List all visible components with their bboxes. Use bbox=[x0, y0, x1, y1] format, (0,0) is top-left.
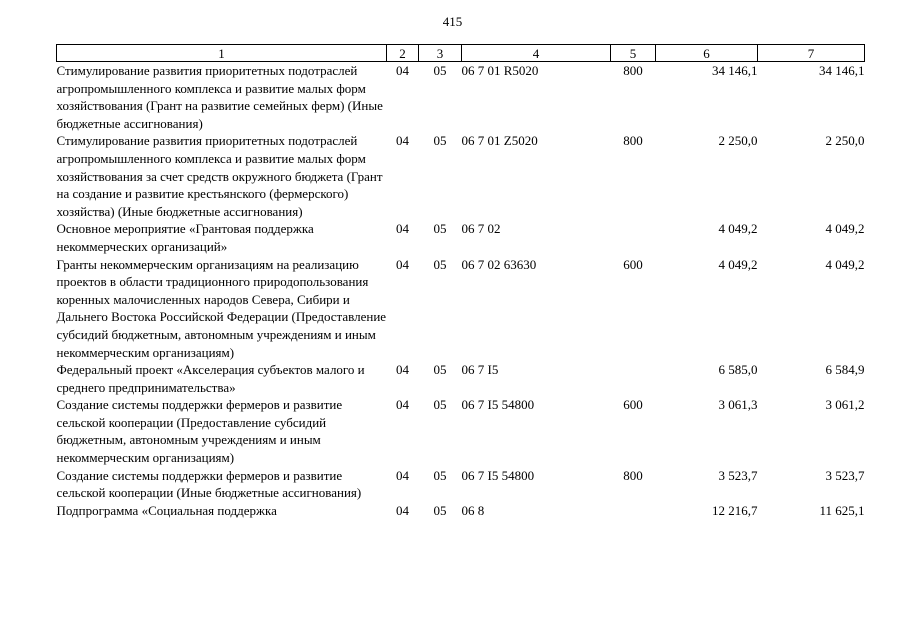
header-col-2: 2 bbox=[387, 45, 419, 62]
row-expense-type: 600 bbox=[623, 256, 643, 272]
row-sum-2: 3 061,2 bbox=[825, 397, 865, 413]
row-expense-type: 600 bbox=[623, 397, 643, 413]
table-row bbox=[57, 396, 865, 466]
table-row bbox=[57, 361, 865, 396]
row-subsection: 05 bbox=[433, 397, 447, 413]
header-col-5: 5 bbox=[611, 45, 656, 62]
table-row bbox=[57, 220, 865, 255]
header-row bbox=[57, 45, 865, 62]
row-sum-2: 6 584,9 bbox=[825, 362, 865, 378]
row-target-code: 06 7 02 63630 bbox=[461, 256, 537, 272]
row-sum-2: 34 146,1 bbox=[819, 63, 865, 78]
row-sum-1: 3 061,3 bbox=[718, 397, 758, 413]
row-sum-1: 12 216,7 bbox=[712, 502, 758, 518]
row-subsection: 05 bbox=[433, 63, 447, 78]
row-target-code: 06 7 I5 bbox=[461, 362, 499, 378]
row-sum-1: 6 585,0 bbox=[718, 362, 758, 378]
table-row bbox=[57, 132, 865, 220]
row-sum-2: 4 049,2 bbox=[825, 256, 865, 272]
row-subsection: 05 bbox=[433, 467, 447, 483]
row-name: Создание системы поддержки фермеров и развитие сельской кооперации (Иные бюджетные ассигнования) bbox=[56, 467, 362, 501]
row-name: Гранты некоммерческим организациям на реализацию проектов в области традиционного природопользования коренных малочисленных народов Севера, Сибири и Дальнего Востока Российской Федерации (Предоставление субсидий бюджетным, автономным учреждениям и иным некоммерческим организациям) bbox=[56, 256, 387, 360]
row-section: 04 bbox=[396, 397, 409, 413]
row-sum-2: 11 625,1 bbox=[819, 502, 865, 518]
table-row bbox=[57, 62, 865, 133]
row-subsection: 05 bbox=[433, 221, 447, 237]
row-expense-type: 800 bbox=[623, 133, 643, 149]
row-expense-type bbox=[611, 361, 656, 396]
row-name: Стимулирование развития приоритетных подотраслей агропромышленного комплекса и развитие малых форм хозяйствования (Грант на развитие семейных ферм) (Иные бюджетные ассигнования) bbox=[56, 63, 383, 131]
row-target-code: 06 7 I5 54800 bbox=[461, 467, 535, 483]
row-name: Создание системы поддержки фермеров и развитие сельской кооперации (Предоставление субсидий бюджетным, автономным учреждениям и иным некоммерческим организациям) bbox=[56, 397, 343, 466]
row-expense-type: 800 bbox=[623, 63, 643, 78]
row-subsection: 05 bbox=[433, 362, 447, 378]
header-col-3: 3 bbox=[419, 45, 462, 62]
row-section: 04 bbox=[396, 467, 409, 483]
row-subsection: 05 bbox=[433, 256, 447, 272]
row-sum-2: 2 250,0 bbox=[825, 133, 865, 149]
header-col-6: 6 bbox=[656, 45, 758, 62]
row-sum-1: 2 250,0 bbox=[718, 133, 758, 149]
row-section: 04 bbox=[396, 256, 409, 272]
row-subsection: 05 bbox=[433, 133, 447, 149]
header-col-7: 7 bbox=[758, 45, 865, 62]
page-number: 415 bbox=[442, 14, 463, 29]
row-sum-1: 4 049,2 bbox=[718, 221, 758, 237]
budget-table bbox=[56, 44, 865, 519]
row-expense-type bbox=[611, 220, 656, 255]
header-col-4: 4 bbox=[462, 45, 611, 62]
row-section: 04 bbox=[396, 362, 409, 378]
row-name: Подпрограмма «Социальная поддержка bbox=[56, 502, 277, 518]
row-section: 04 bbox=[396, 133, 409, 149]
row-section: 04 bbox=[396, 63, 409, 78]
row-sum-2: 4 049,2 bbox=[825, 221, 865, 237]
header-col-1: 1 bbox=[57, 45, 387, 62]
table-row bbox=[57, 256, 865, 362]
row-name: Основное мероприятие «Грантовая поддержка некоммерческих организаций» bbox=[56, 221, 314, 254]
table-row bbox=[57, 502, 865, 520]
row-target-code: 06 7 01 Z5020 bbox=[461, 133, 538, 149]
table-row bbox=[57, 467, 865, 502]
row-expense-type bbox=[611, 502, 656, 520]
row-sum-1: 4 049,2 bbox=[718, 256, 758, 272]
row-target-code: 06 7 01 R5020 bbox=[461, 63, 539, 78]
row-section: 04 bbox=[396, 502, 409, 518]
row-sum-1: 34 146,1 bbox=[712, 63, 758, 78]
row-name: Стимулирование развития приоритетных подотраслей агропромышленного комплекса и развитие малых форм хозяйствования за счет средств окружного бюджета (Грант на создание и развитие крестьянского (фермерского) хозяйства) (Иные бюджетные ассигнования) bbox=[56, 133, 383, 219]
row-target-code: 06 7 02 bbox=[461, 221, 501, 237]
row-sum-1: 3 523,7 bbox=[718, 467, 758, 483]
row-subsection: 05 bbox=[433, 502, 447, 518]
row-name: Федеральный проект «Акселерация субъектов малого и среднего предпринимательства» bbox=[56, 362, 365, 395]
row-target-code: 06 7 I5 54800 bbox=[461, 397, 535, 413]
row-target-code: 06 8 bbox=[461, 502, 485, 518]
row-section: 04 bbox=[396, 221, 409, 237]
row-expense-type: 800 bbox=[623, 467, 643, 483]
row-sum-2: 3 523,7 bbox=[825, 467, 865, 483]
